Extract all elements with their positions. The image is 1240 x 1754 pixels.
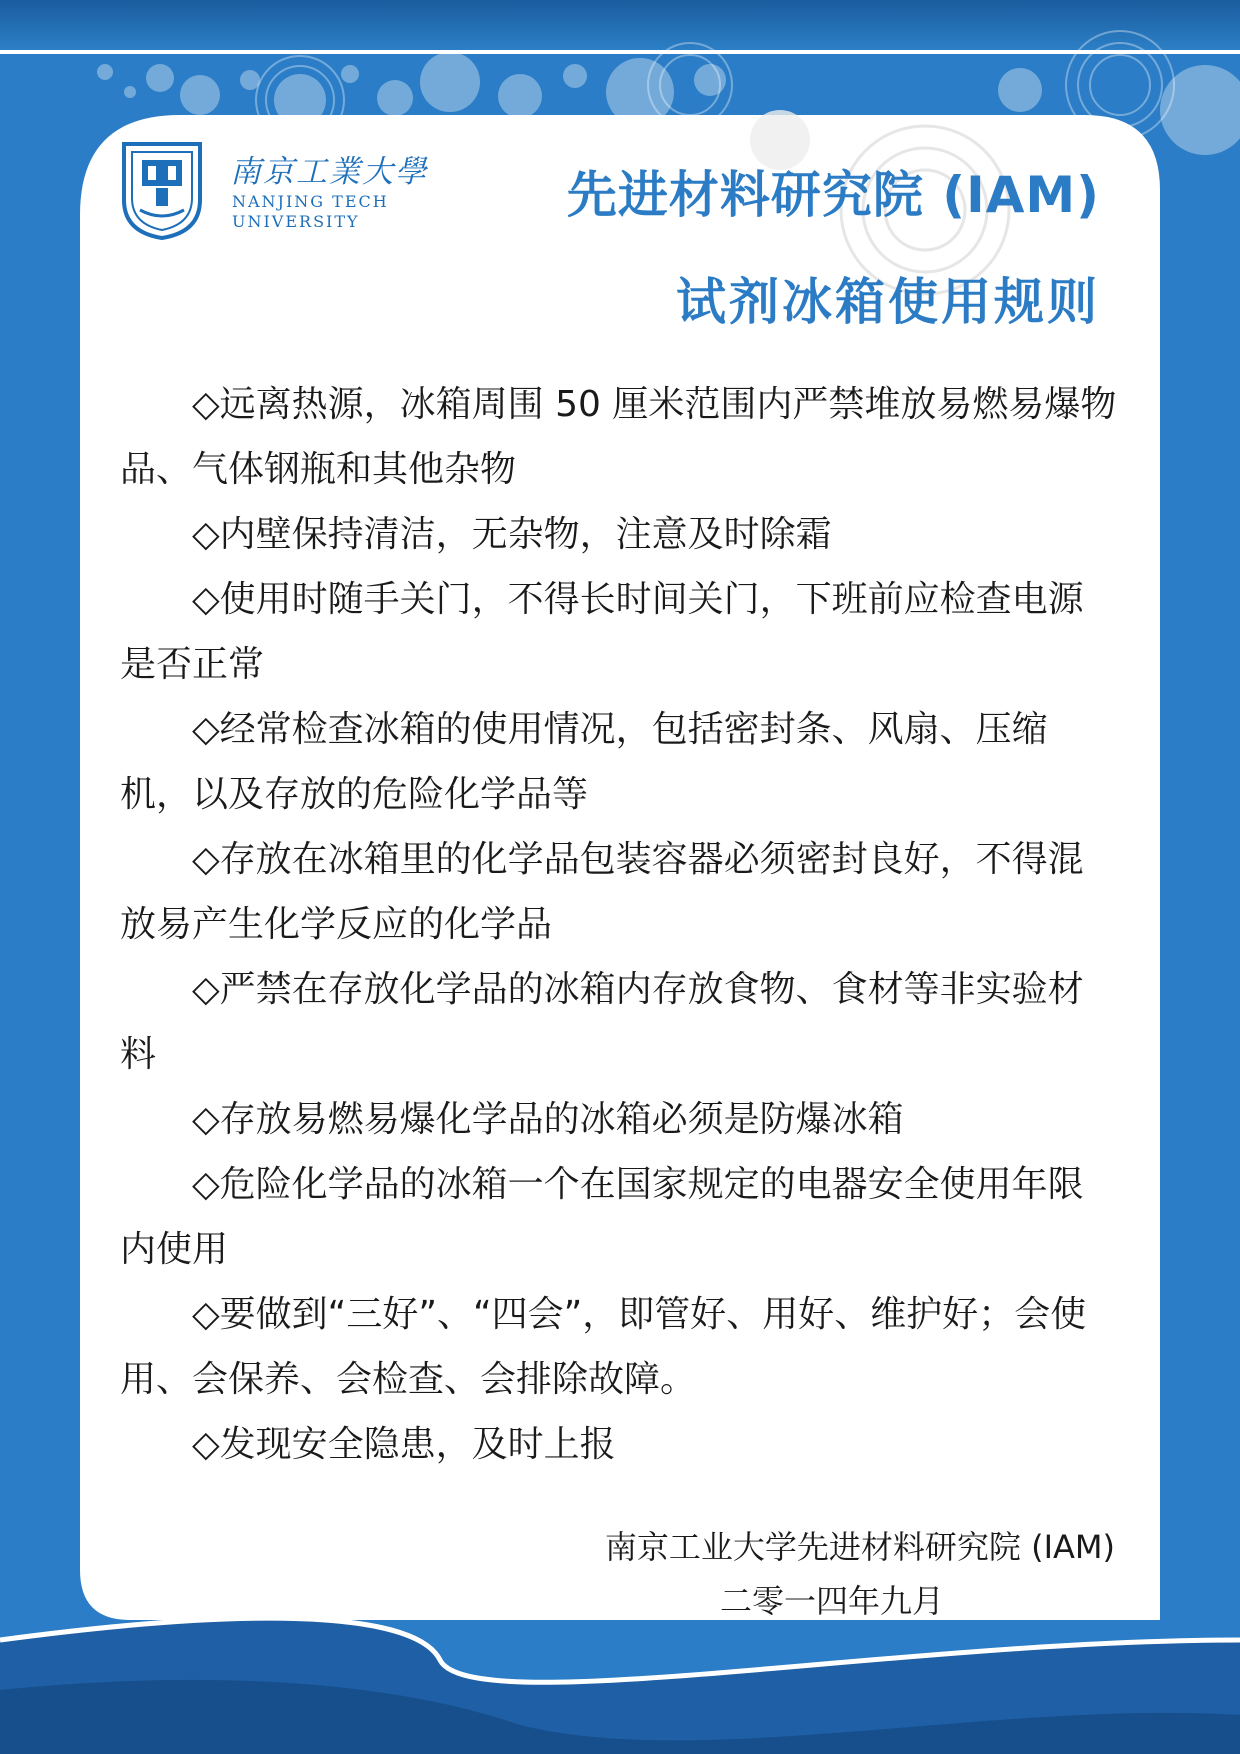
university-logo [120,140,428,240]
university-name-en-line2: UNIVERSITY [232,212,360,231]
rule-item: ◇发现安全隐患，及时上报 [192,1424,616,1465]
signature-organization: 南京工业大学先进材料研究院 (IAM) [604,1528,1115,1566]
rules-list [120,372,1118,1477]
page-title-institute: 先进材料研究院 (IAM) [566,166,1100,224]
page-title-rules: 试剂冰箱使用规则 [676,273,1100,331]
rule-item: ◇使用时随手关门，不得长时间关门，下班前应检查电源是否正常 [120,579,1084,685]
rule-item: ◇内壁保持清洁，无杂物，注意及时除霜 [192,514,832,555]
rule-item: ◇存放易燃易爆化学品的冰箱必须是防爆冰箱 [192,1099,904,1140]
rule-item: ◇危险化学品的冰箱一个在国家规定的电器安全使用年限内使用 [120,1164,1084,1270]
rule-item: ◇远离热源，冰箱周围 50 厘米范围内严禁堆放易燃易爆物品、气体钢瓶和其他杂物 [120,384,1117,490]
rule-item: ◇经常检查冰箱的使用情况，包括密封条、风扇、压缩机，以及存放的危险化学品等 [120,709,1048,815]
university-seal-icon [120,140,204,240]
rule-item: ◇严禁在存放化学品的冰箱内存放食物、食材等非实验材料 [120,969,1084,1075]
university-name-en-line1: NANJING TECH [232,192,389,211]
signature-date: 二零一四年九月 [719,1582,944,1620]
rule-item: ◇存放在冰箱里的化学品包装容器必须密封良好，不得混放易产生化学反应的化学品 [120,839,1084,945]
rule-item: ◇要做到“三好”、“四会”，即管好、用好、维护好；会使用、会保养、会检查、会排除故障。 [120,1294,1087,1400]
university-name-cn: 南京工業大學 [230,154,428,190]
